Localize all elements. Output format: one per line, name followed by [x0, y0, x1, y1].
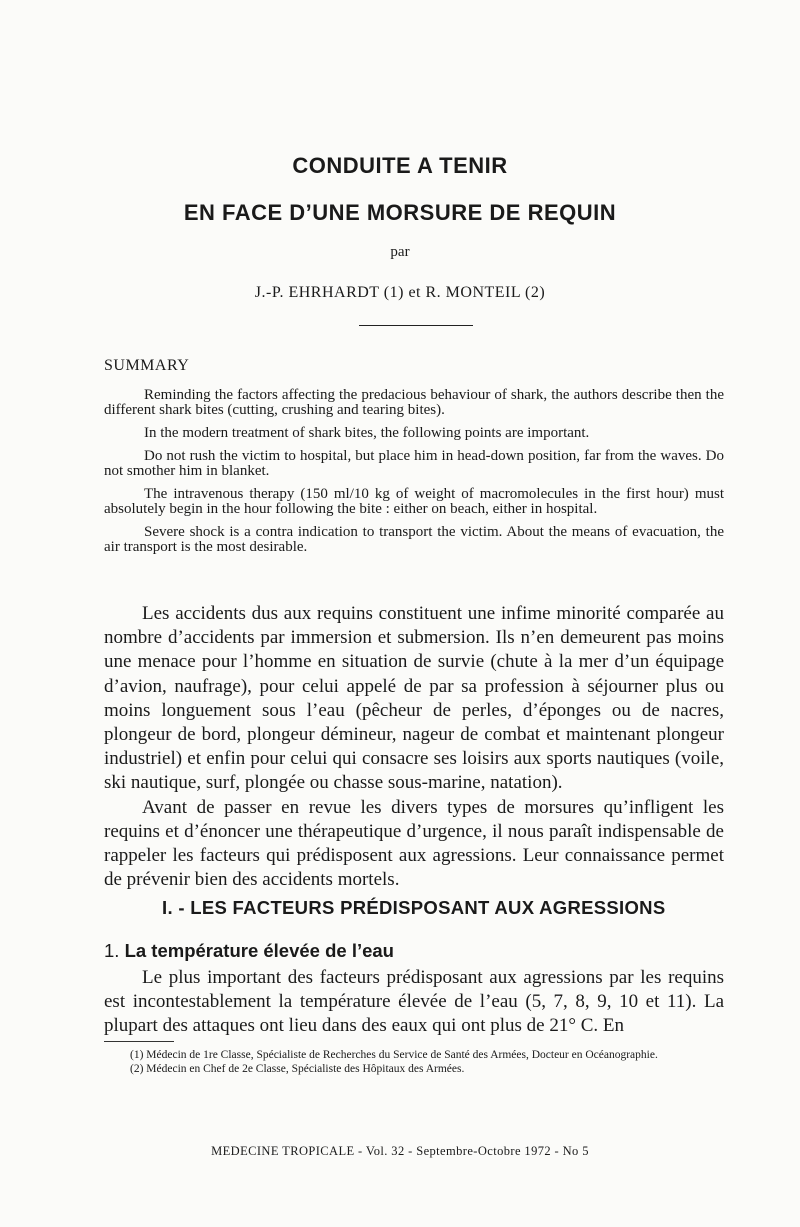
intro-text	[104, 602, 724, 892]
summary-paragraph: In the modern treatment of shark bites, the following points are important.	[144, 425, 590, 441]
summary-paragraph: Reminding the factors affecting the predacious behaviour of shark, the authors describe then the different shark bites (cutting, crushing and tearing bites).	[104, 387, 724, 418]
summary-paragraph: Severe shock is a contra indication to transport the victim. About the means of evacuation, the air transport is the most desirable.	[104, 524, 724, 555]
article-title-line-1: CONDUITE A TENIR	[292, 153, 508, 178]
summary-paragraph: The intravenous therapy (150 ml/10 kg of weight of macromolecules in the first hour) must absolutely begin in the hour following the bite : either on beach, either in hospital.	[104, 486, 724, 517]
body-paragraph: Le plus important des facteurs prédisposant aux agressions par les requins est incontestablement la température élevée de l’eau (5, 7, 8, 9, 10 et 11). La plupart des attaques ont lieu dans des eaux qui ont plus de 21° C. En	[104, 967, 724, 1036]
subsection-number: 1.	[104, 940, 120, 961]
journal-footer: MEDECINE TROPICALE - Vol. 32 - Septembre-Octobre 1972 - No 5	[211, 1144, 589, 1158]
article-title-line-2: EN FACE D’UNE MORSURE DE REQUIN	[183, 200, 617, 225]
footnote-divider	[104, 1041, 174, 1042]
footnote: (2) Médecin en Chef de 2e Classe, Spécialiste des Hôpitaux des Armées.	[130, 1062, 465, 1075]
subsection-title: La température élevée de l’eau	[124, 940, 394, 961]
summary-paragraph: Do not rush the victim to hospital, but place him in head-down position, far from the waves. Do not smother him in blanket.	[104, 448, 724, 479]
section-heading: I. - LES FACTEURS PRÉDISPOSANT AUX AGRESSIONS	[162, 897, 666, 918]
body-paragraph: Les accidents dus aux requins constituent une infime minorité comparée au nombre d’accidents par immersion et submersion. Ils n’en demeurent pas moins une menace pour l’homme en situation de survie (chute à la mer d’un équipage d’avion, naufrage), pour celui appelé de par sa profession à séjourner plus ou moins longuement sous l’eau (pêcheur de perles, d’éponges ou de nacres, plongeur de bord, plongeur démineur, nageur de combat et maintenant plongeur industriel) et enfin pour celui qui consacre ses loisirs aux sports nautiques (voile, ski nautique, surf, plongée ou chasse sous-marine, natation).	[104, 603, 724, 794]
summary-heading: SUMMARY	[104, 357, 190, 374]
authors: J.-P. EHRHARDT (1) et R. MONTEIL (2)	[254, 284, 546, 301]
footnotes	[104, 1049, 724, 1076]
summary-block	[104, 388, 724, 563]
subsection-heading	[104, 940, 394, 962]
title-divider	[359, 325, 473, 326]
footnote: (1) Médecin de 1re Classe, Spécialiste de Recherches du Service de Santé des Armées, Docteur en Océanographie.	[130, 1049, 658, 1061]
byline-par: par	[390, 244, 410, 260]
body-paragraph: Avant de passer en revue les divers types de morsures qu’infligent les requins et d’énoncer une thérapeutique d’urgence, il nous paraît indispensable de rappeler les facteurs qui prédisposent aux agressions. Leur connaissance permet de prévenir bien des accidents mortels.	[104, 796, 724, 891]
section-text	[104, 966, 724, 1038]
